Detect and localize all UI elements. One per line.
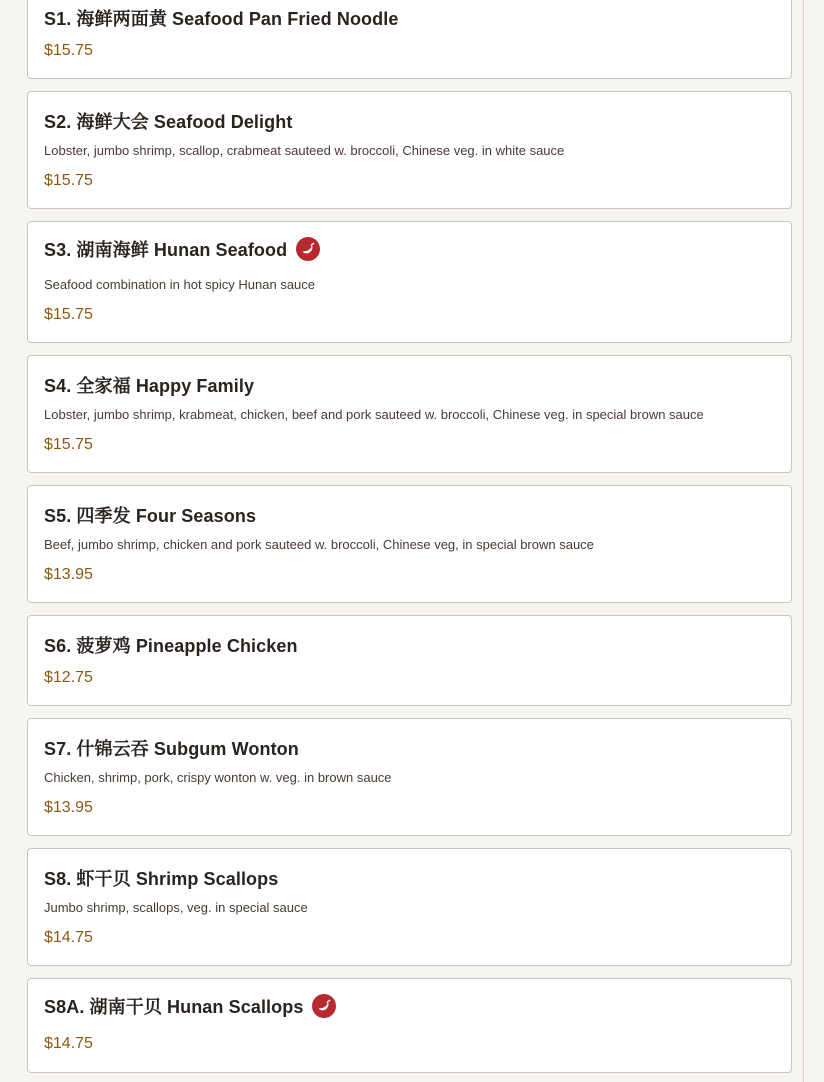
item-description: Jumbo shrimp, scallops, veg. in special sauce xyxy=(44,900,308,915)
menu-item-s6[interactable] xyxy=(27,615,792,706)
item-name: S8A. 湖南干贝 Hunan Scallops xyxy=(44,997,304,1017)
page-divider xyxy=(803,0,804,1082)
item-price: $14.75 xyxy=(44,929,93,946)
item-price: $14.75 xyxy=(44,1035,93,1052)
item-title-row xyxy=(44,865,278,891)
item-price: $15.75 xyxy=(44,42,93,59)
menu-item-s8a[interactable] xyxy=(27,978,792,1073)
item-name: S2. 海鲜大会 Seafood Delight xyxy=(44,112,293,132)
item-description: Chicken, shrimp, pork, crispy wonton w. veg. in brown sauce xyxy=(44,770,392,785)
menu-item-s3[interactable] xyxy=(27,221,792,343)
item-name: S5. 四季发 Four Seasons xyxy=(44,506,257,526)
menu-item-s7[interactable] xyxy=(27,718,792,836)
item-price: $13.95 xyxy=(44,566,93,583)
item-price: $12.75 xyxy=(44,669,93,686)
item-name: S4. 全家福 Happy Family xyxy=(44,376,255,396)
chili-pepper-icon xyxy=(296,237,320,261)
menu-item-s8[interactable] xyxy=(27,848,792,966)
item-title-row xyxy=(44,632,298,658)
item-description: Seafood combination in hot spicy Hunan sauce xyxy=(44,277,316,292)
item-price: $13.95 xyxy=(44,799,93,816)
item-description: Lobster, jumbo shrimp, krabmeat, chicken, beef and pork sauteed w. broccoli, Chinese veg. in special brown sauce xyxy=(44,407,704,422)
menu-item-s1[interactable] xyxy=(27,0,792,79)
item-name: S7. 什锦云吞 Subgum Wonton xyxy=(44,739,299,759)
item-name: S3. 湖南海鲜 Hunan Seafood xyxy=(44,240,288,260)
item-title-row xyxy=(44,735,299,761)
item-title-row xyxy=(44,372,254,398)
item-price: $15.75 xyxy=(44,436,93,453)
item-description: Beef, jumbo shrimp, chicken and pork sauteed w. broccoli, Chinese veg, in special brown sauce xyxy=(44,537,594,552)
item-title-row xyxy=(44,236,320,262)
item-title-row xyxy=(44,502,256,528)
item-price: $15.75 xyxy=(44,172,93,189)
menu-item-s4[interactable] xyxy=(27,355,792,473)
menu-item-s2[interactable] xyxy=(27,91,792,209)
item-title-row xyxy=(44,108,292,134)
item-title-row xyxy=(44,993,336,1019)
item-name: S6. 菠萝鸡 Pineapple Chicken xyxy=(44,636,298,656)
item-description: Lobster, jumbo shrimp, scallop, crabmeat sauteed w. broccoli, Chinese veg. in white sauce xyxy=(44,143,565,158)
chili-pepper-icon xyxy=(312,994,336,1018)
item-title-row xyxy=(44,5,398,31)
item-name: S1. 海鲜两面黄 Seafood Pan Fried Noodle xyxy=(44,9,399,29)
item-name: S8. 虾干贝 Shrimp Scallops xyxy=(44,869,279,889)
menu-item-s5[interactable] xyxy=(27,485,792,603)
item-price: $15.75 xyxy=(44,306,93,323)
